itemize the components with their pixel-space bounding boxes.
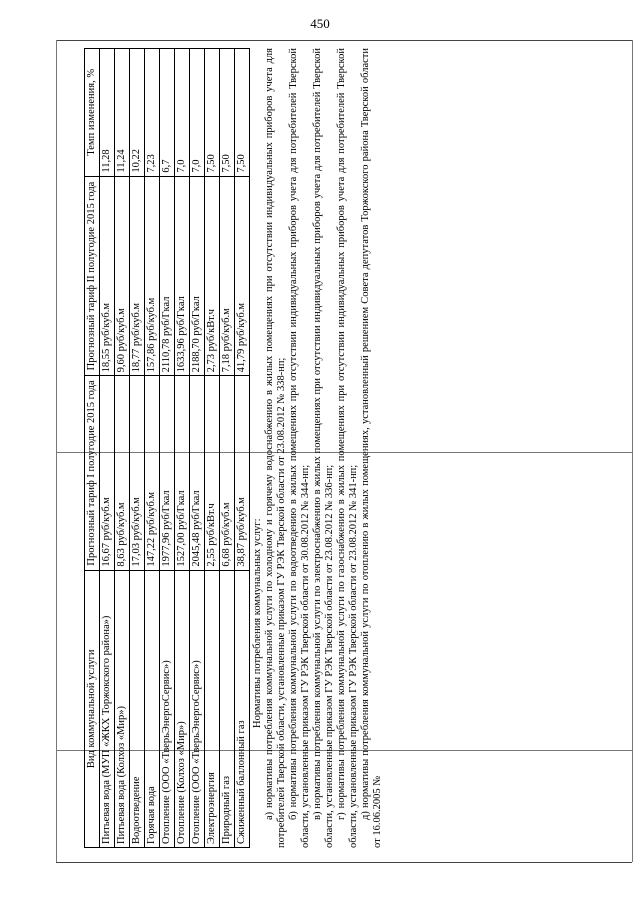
frame-bottom-line <box>56 862 632 863</box>
cell-tariff-h2: 18,55 руб/куб.м <box>100 176 115 376</box>
note-item-a: а) нормативы потребления коммунальной услуги по холодному и горячему водоснабжению в жилых помещениях при отсутствии индивидуальных приборов учета для потребителей Тверской области, установленные приказом ГУ РЭК Тверской области от 23.08.2012 № 338-нп; <box>264 48 287 848</box>
cell-tariff-h1: 17,03 руб/куб.м <box>130 376 145 570</box>
cell-tariff-h1: 1977,96 руб/Гкал <box>160 376 175 570</box>
cell-change: 10,22 <box>130 49 145 177</box>
cell-change: 11,24 <box>115 49 130 177</box>
cell-service: Питьевая вода (МУП «ЖКХ Торжокского района») <box>100 570 115 847</box>
cell-tariff-h2: 41,79 руб/куб.м <box>235 176 250 376</box>
table-row <box>115 49 130 848</box>
cell-change: 6,7 <box>160 49 175 177</box>
frame-right-line <box>632 40 633 862</box>
cell-change: 11,28 <box>100 49 115 177</box>
cell-change: 7,0 <box>175 49 190 177</box>
cell-tariff-h2: 2,73 руб/кВт.ч <box>205 176 220 376</box>
table-row <box>100 49 115 848</box>
tariff-table <box>84 48 250 848</box>
page-number: 450 <box>310 16 330 31</box>
cell-tariff-h1: 8,63 руб/куб.м <box>115 376 130 570</box>
cell-tariff-h1: 38,87 руб/куб.м <box>235 376 250 570</box>
cell-service: Горячая вода <box>145 570 160 847</box>
header-tariff-h1: Прогнозный тариф I полугодие 2015 года <box>85 376 100 570</box>
header-tariff-h2: Прогнозный тариф II полугодие 2015 года <box>85 176 100 376</box>
table-row <box>220 49 235 848</box>
table-row <box>190 49 205 848</box>
notes-intro: Нормативы потребления коммунальных услуг: <box>252 518 263 728</box>
note-item-v: в) нормативы потребления коммунальной услуги по электроснабжению в жилых помещениях при отсутствии индивидуальных приборов учета для потребителей Тверской области, установленные приказом ГУ РЭК Тверской области от 23.08.2012 № 336-нп; <box>312 48 335 848</box>
cell-change: 7,50 <box>205 49 220 177</box>
cell-change: 7,23 <box>145 49 160 177</box>
table-row <box>160 49 175 848</box>
cell-tariff-h2: 9,60 руб/куб.м <box>115 176 130 376</box>
consumption-norms-notes <box>252 48 384 848</box>
frame-left-line <box>56 40 57 862</box>
table-row <box>205 49 220 848</box>
table-row <box>235 49 250 848</box>
table-row <box>145 49 160 848</box>
note-item-g: г) нормативы потребления коммунальной услуги по газоснабжению в жилых помещениях при отсутствии индивидуальных приборов учета для потребителей Тверской области, установленные приказом ГУ РЭК Тверской области от 23.08.2012 № 341-нп; <box>336 48 359 848</box>
cell-tariff-h1: 1527,00 руб/Гкал <box>175 376 190 570</box>
cell-tariff-h2: 2110,78 руб/Гкал <box>160 176 175 376</box>
cell-change: 7,50 <box>235 49 250 177</box>
cell-service: Сжиженный баллонный газ <box>235 570 250 847</box>
cell-service: Отопление (ООО «ТверьЭнергоСервис») <box>190 570 205 847</box>
cell-tariff-h1: 2,55 руб/кВт.ч <box>205 376 220 570</box>
note-item-d: д) нормативы потребления коммунальной услуги по отоплению в жилых помещениях, установленный решением Совета депутатов Торжокского района Тверской области от 16.06.2005 № <box>360 48 383 848</box>
cell-service: Природный газ <box>220 570 235 847</box>
cell-tariff-h2: 7,18 руб/куб.м <box>220 176 235 376</box>
table-row <box>175 49 190 848</box>
cell-tariff-h2: 157,86 руб/куб.м <box>145 176 160 376</box>
cell-tariff-h1: 2045,48 руб/Гкал <box>190 376 205 570</box>
cell-service: Отопление (Колхоз «Мир») <box>175 570 190 847</box>
frame-top-line <box>56 40 632 41</box>
cell-service: Электроэнергия <box>205 570 220 847</box>
header-service: Вид коммунальной услуги <box>85 570 100 847</box>
cell-change: 7,0 <box>190 49 205 177</box>
cell-tariff-h1: 16,67 руб/куб.м <box>100 376 115 570</box>
note-item-b: б) нормативы потребления коммунальной услуги по водоотведению в жилых помещениях при отсутствии индивидуальных приборов учета для потребителей Тверской области, установленные приказом ГУ РЭК Тверской области от 30.08.2012 № 344-нп; <box>288 48 311 848</box>
table-row <box>130 49 145 848</box>
cell-tariff-h1: 147,22 руб/куб.м <box>145 376 160 570</box>
cell-change: 7,50 <box>220 49 235 177</box>
table-header-row <box>85 49 100 848</box>
cell-service: Отопление (ООО «ТверьЭнергоСервис») <box>160 570 175 847</box>
cell-tariff-h2: 18,77 руб/куб.м <box>130 176 145 376</box>
cell-tariff-h1: 6,68 руб/куб.м <box>220 376 235 570</box>
header-change: Темп изменения, % <box>85 49 100 177</box>
cell-tariff-h2: 1633,96 руб/Гкал <box>175 176 190 376</box>
rotated-page-content <box>84 48 624 848</box>
cell-service: Питьевая вода (Колхоз «Мир») <box>115 570 130 847</box>
cell-tariff-h2: 2188,70 руб/Гкал <box>190 176 205 376</box>
cell-service: Водоотведение <box>130 570 145 847</box>
